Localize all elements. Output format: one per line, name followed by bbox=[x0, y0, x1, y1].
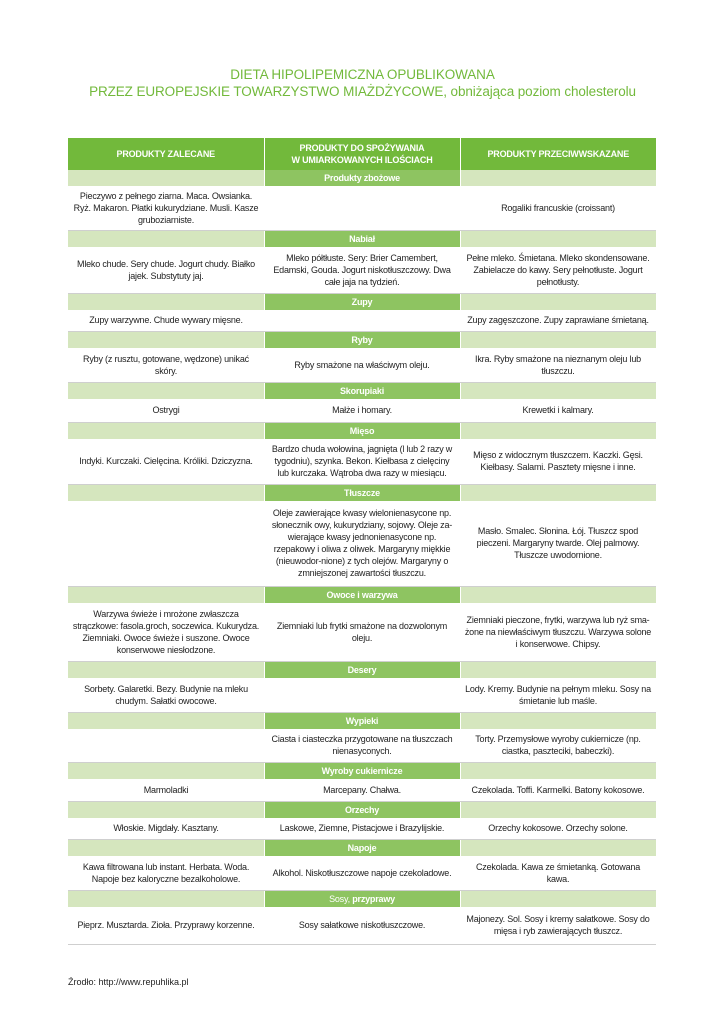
section-header bbox=[68, 170, 656, 186]
cell-moderate: Laskowe, Ziemne, Pistacjowe i Brazylijskie. bbox=[264, 818, 460, 840]
cell-contraindicated: Zupy zagęszczone. Zupy zaprawiane śmietaną. bbox=[460, 310, 656, 331]
cell-contraindicated: Lody. Kremy. Budynie na pełnym mleku. Sosy na śmietanie lub maśle. bbox=[460, 678, 656, 712]
section-header bbox=[68, 383, 656, 400]
section-label: Produkty zbożowe bbox=[264, 170, 460, 186]
section-header bbox=[68, 712, 656, 729]
cell-contraindicated: Rogaliki francuskie (croissant) bbox=[460, 186, 656, 230]
section-label: Tłuszcze bbox=[264, 485, 460, 502]
cell-contraindicated: Ikra. Ryby smażone na nieznanym oleju lub tłuszczu. bbox=[460, 348, 656, 383]
section-header bbox=[68, 422, 656, 439]
cell-recommended: Mleko chude. Sery chude. Jogurt chudy. Białko jajek. Substytuty jaj. bbox=[68, 247, 264, 294]
cell-contraindicated: Majonezy. Sol. Sosy i kremy sałatkowe. Sosy do mięsa i ryb zawierających tłuszcz. bbox=[460, 907, 656, 945]
cell-moderate: Sosy sałatkowe niskotłuszczowe. bbox=[264, 907, 460, 945]
header-recommended: PRODUKTY ZALECANE bbox=[68, 138, 264, 170]
document-title bbox=[0, 66, 725, 100]
table-row bbox=[68, 186, 656, 230]
cell-moderate: Mleko półtłuste. Sery: Brier Camembert, Edamski, Gouda. Jogurt niskotłuszczowy. Dwa całe jaja na tydzień. bbox=[264, 247, 460, 294]
table-row bbox=[68, 818, 656, 840]
section-header bbox=[68, 586, 656, 603]
cell-moderate: Ziemniaki lub frytki smażone na dozwolonym oleju. bbox=[264, 603, 460, 662]
table-row bbox=[68, 247, 656, 294]
cell-contraindicated: Krewetki i kalmary. bbox=[460, 399, 656, 422]
header-moderate bbox=[264, 138, 460, 170]
cell-moderate bbox=[264, 678, 460, 712]
table-row bbox=[68, 603, 656, 662]
cell-recommended: Ryby (z rusztu, gotowane, wędzone) unikać skóry. bbox=[68, 348, 264, 383]
section-header bbox=[68, 230, 656, 247]
table-row bbox=[68, 907, 656, 945]
cell-moderate bbox=[264, 186, 460, 230]
section-label: Napoje bbox=[264, 840, 460, 857]
section-label: Wypieki bbox=[264, 712, 460, 729]
section-label: Ryby bbox=[264, 331, 460, 348]
title-line-1: DIETA HIPOLIPEMICZNA OPUBLIKOWANA bbox=[230, 67, 495, 82]
cell-moderate: Ryby smażone na właściwym oleju. bbox=[264, 348, 460, 383]
cell-recommended: Pieprz. Musztarda. Zioła. Przyprawy korzenne. bbox=[68, 907, 264, 945]
table-row bbox=[68, 439, 656, 485]
diet-table bbox=[68, 138, 656, 945]
section-label: Mięso bbox=[264, 422, 460, 439]
section-header bbox=[68, 294, 656, 311]
cell-recommended bbox=[68, 501, 264, 586]
table-row bbox=[68, 310, 656, 331]
section-header bbox=[68, 662, 656, 679]
section-header bbox=[68, 763, 656, 780]
cell-recommended: Kawa filtrowana lub instant. Herbata. Woda. Napoje bez kaloryczne bezalkoholowe. bbox=[68, 856, 264, 890]
header-contraindicated: PRODUKTY PRZECIWWSKAZANE bbox=[460, 138, 656, 170]
cell-contraindicated: Masło. Smalec. Słonina. Łój. Tłuszcz spod pieczeni. Margaryny twarde. Olej palmowy. Tłuszcze uwodornione. bbox=[460, 501, 656, 586]
cell-recommended: Marmoladki bbox=[68, 779, 264, 801]
section-header bbox=[68, 485, 656, 502]
section-header bbox=[68, 840, 656, 857]
cell-moderate: Oleje zawierające kwasy wielonienasycone np. słonecznik owy, kukurydziany, sojowy. Oleje za-wierające kwasy jednonienasycone np. rzepakowy i oliwa z oliwek. Margaryny miękkie (nieuwodor-nione) z tych olejów. Margaryny o zmniejszonej zawartości tłuszczu. bbox=[264, 501, 460, 586]
table-row bbox=[68, 856, 656, 890]
cell-moderate: Małże i homary. bbox=[264, 399, 460, 422]
table-row bbox=[68, 729, 656, 763]
cell-recommended bbox=[68, 729, 264, 763]
cell-contraindicated: Torty. Przemysłowe wyroby cukiernicze (np. ciastka, paszteciki, babeczki). bbox=[460, 729, 656, 763]
cell-recommended: Włoskie. Migdały. Kasztany. bbox=[68, 818, 264, 840]
section-header bbox=[68, 331, 656, 348]
cell-contraindicated: Orzechy kokosowe. Orzechy solone. bbox=[460, 818, 656, 840]
table-row bbox=[68, 399, 656, 422]
section-label: Zupy bbox=[264, 294, 460, 311]
cell-moderate bbox=[264, 310, 460, 331]
cell-moderate: Bardzo chuda wołowina, jagnięta (l lub 2 razy w tygodniu), szynka. Bekon. Kiełbasa z cielęciny lub kurczaka. Wątroba dwa razy w miesiącu. bbox=[264, 439, 460, 485]
cell-recommended: Indyki. Kurczaki. Cielęcina. Króliki. Dziczyzna. bbox=[68, 439, 264, 485]
cell-contraindicated: Czekolada. Kawa ze śmietanką. Gotowana kawa. bbox=[460, 856, 656, 890]
cell-recommended: Warzywa świeże i mrożone zwłaszcza strączkowe: fasola.groch, soczewica. Kukurydza. Ziemniaki. Owoce świeże i suszone. Owoce konserwowe niesłodzone. bbox=[68, 603, 264, 662]
cell-contraindicated: Pełne mleko. Śmietana. Mleko skondensowane. Zabielacze do kawy. Sery pełnotłuste. Jogurt pełnotłusty. bbox=[460, 247, 656, 294]
cell-moderate: Ciasta i ciasteczka przygotowane na tłuszczach nienasyconych. bbox=[264, 729, 460, 763]
table-row bbox=[68, 501, 656, 586]
section-label: Skorupiaki bbox=[264, 383, 460, 400]
header-moderate-line1: PRODUKTY DO SPOŻYWANIA bbox=[299, 143, 425, 153]
cell-contraindicated: Czekolada. Toffi. Karmelki. Batony kokosowe. bbox=[460, 779, 656, 801]
section-label-part2: przyprawy bbox=[352, 893, 395, 904]
cell-contraindicated: Ziemniaki pieczone, frytki, warzywa lub ryż sma-żone na niewłaściwym tłuszczu. Warzywa solone i konserwowe. Chipsy. bbox=[460, 603, 656, 662]
header-moderate-line2: W UMIARKOWANYCH ILOŚCIACH bbox=[291, 155, 433, 165]
source-note: Źrodło: http://www.repuhlika.pl bbox=[68, 977, 189, 987]
cell-moderate: Marcepany. Chałwa. bbox=[264, 779, 460, 801]
table-row bbox=[68, 779, 656, 801]
cell-moderate: Alkohol. Niskotłuszczowe napoje czekoladowe. bbox=[264, 856, 460, 890]
section-label-part1: Sosy, bbox=[329, 893, 353, 904]
table-row bbox=[68, 348, 656, 383]
cell-recommended: Sorbety. Galaretki. Bezy. Budynie na mleku chudym. Sałatki owocowe. bbox=[68, 678, 264, 712]
section-header bbox=[68, 890, 656, 907]
cell-contraindicated: Mięso z widocznym tłuszczem. Kaczki. Gęsi. Kiełbasy. Salami. Pasztety mięsne i inne. bbox=[460, 439, 656, 485]
section-label bbox=[264, 890, 460, 907]
section-label: Desery bbox=[264, 662, 460, 679]
section-label: Orzechy bbox=[264, 801, 460, 818]
title-line-2: PRZEZ EUROPEJSKIE TOWARZYSTWO MIAŻDŻYCOWE, obniżająca poziom cholesterolu bbox=[89, 84, 636, 99]
section-label: Owoce i warzywa bbox=[264, 586, 460, 603]
section-label: Wyroby cukiernicze bbox=[264, 763, 460, 780]
cell-recommended: Pieczywo z pełnego ziarna. Maca. Owsianka. Ryż. Makaron. Płatki kukurydziane. Musli. Kasze gruboziarniste. bbox=[68, 186, 264, 230]
cell-recommended: Zupy warzywne. Chude wywary mięsne. bbox=[68, 310, 264, 331]
table-row bbox=[68, 678, 656, 712]
header-row bbox=[68, 138, 656, 170]
cell-recommended: Ostrygi bbox=[68, 399, 264, 422]
section-header bbox=[68, 801, 656, 818]
section-label: Nabiał bbox=[264, 230, 460, 247]
